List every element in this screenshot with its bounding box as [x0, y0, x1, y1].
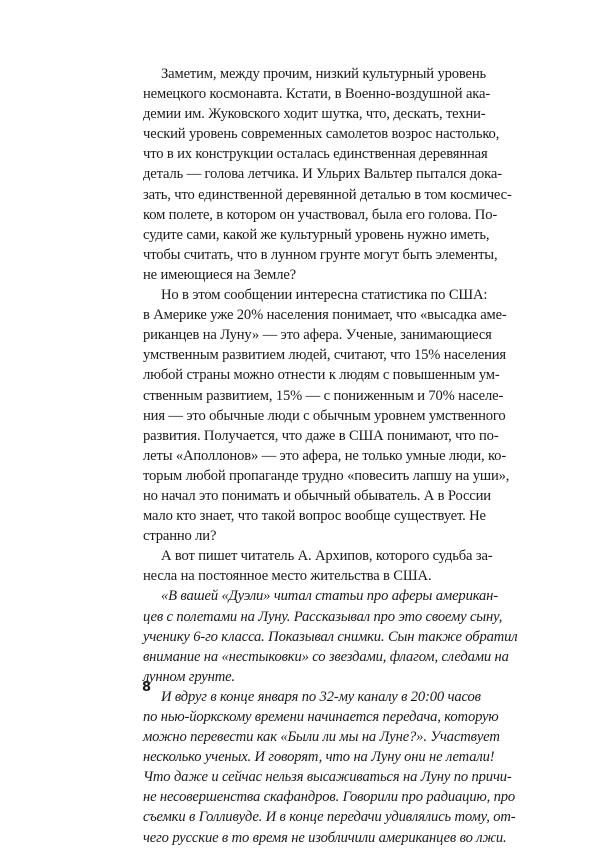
text-line: И вдруг в конце января по 32-му каналу в 20:00 часов: [161, 688, 481, 705]
text-line: лунном грунте.: [143, 668, 235, 685]
text-line: можно перевести как «Были ли мы на Луне?». Участвует: [143, 729, 500, 746]
text-line: ком полете, в котором он участвовал, была его голова. По-: [143, 206, 498, 223]
text-line: но начал это понимать и обычный обыватель. А в России: [143, 487, 491, 504]
text-line: не несовершенства скафандров. Говорили про радиацию, про: [143, 789, 516, 806]
text-line: «В вашей «Дуэли» читал статьи про аферы американ-: [161, 588, 498, 605]
text-line: несколько ученых. И говорят, что на Луну они не летали!: [143, 749, 495, 766]
text-line: Заметим, между прочим, низкий культурный уровень: [161, 66, 487, 82]
text-line: судите сами, какой же культурный уровень нужно иметь,: [143, 226, 490, 243]
text-line: съемки в Голливуде. И в конце передачи удивлялись тому, от-: [143, 809, 516, 826]
text-line: умственным развитием людей, считают, что 15% населения: [143, 347, 506, 364]
text-line: немецкого космонавта. Кстати, в Военно-воздушной ака-: [143, 86, 491, 103]
page-number: 8: [142, 680, 152, 695]
text-line: странно ли?: [143, 528, 217, 545]
text-line: торым любой пропаганде трудно «повесить лапшу на уши»,: [143, 467, 510, 484]
text-line: ственным развитием, 15% — с пониженным и 70% населе-: [143, 387, 504, 404]
text-line: леты «Аполлонов» — это афера, не только умные люди, ко-: [143, 447, 507, 464]
text-line: не имеющиеся на Земле?: [143, 266, 296, 283]
text-line: развития. Получается, что даже в США понимают, что по-: [143, 427, 499, 444]
text-line: несла на постоянное место жительства в США.: [143, 568, 432, 585]
body-text: [143, 64, 518, 848]
text-line: демии им. Жуковского ходит шутка, что, дескать, техни-: [143, 106, 486, 123]
text-line: мало кто знает, что такой вопрос вообще существует. Не: [143, 508, 486, 525]
text-line: Но в этом сообщении интересна статистика по США:: [161, 287, 488, 304]
text-line: цев с полетами на Луну. Рассказывал про это своему сыну,: [143, 608, 503, 625]
text-line: зать, что единственной деревянной деталью в том космичес-: [143, 186, 512, 203]
text-line: что в их конструкции осталась единственная деревянная: [143, 146, 488, 163]
text-line: ния — это обычные люди с обычным уровнем умственного: [143, 407, 506, 424]
text-line: внимание на «нестыковки» со звездами, флагом, следами на: [143, 648, 509, 665]
text-line: по нью-йоркскому времени начинается передача, которую: [143, 709, 499, 725]
text-line: деталь — голова летчика. И Ульрих Вальтер пытался дока-: [143, 166, 502, 183]
text-line: в Америке уже 20% населения понимает, что «высадка аме-: [143, 307, 507, 324]
text-line: чего русские в то время не изобличили американцев во лжи.: [143, 829, 507, 846]
text-line: риканцев на Луну» — это афера. Ученые, занимающиеся: [143, 327, 492, 344]
text-line: ческий уровень современных самолетов возрос настолько,: [143, 126, 500, 143]
text-line: чтобы считать, что в лунном грунте могут быть элементы,: [143, 246, 498, 263]
text-line: Что даже и сейчас нельзя высаживаться на Луну по причи-: [143, 769, 512, 786]
text-line: А вот пишет читатель А. Архипов, которого судьба за-: [161, 548, 493, 565]
text-line: ученику 6-го класса. Показывал снимки. Сын также обратил: [143, 628, 518, 645]
text-line: любой страны можно отнести к людям с повышенным ум-: [143, 367, 500, 384]
